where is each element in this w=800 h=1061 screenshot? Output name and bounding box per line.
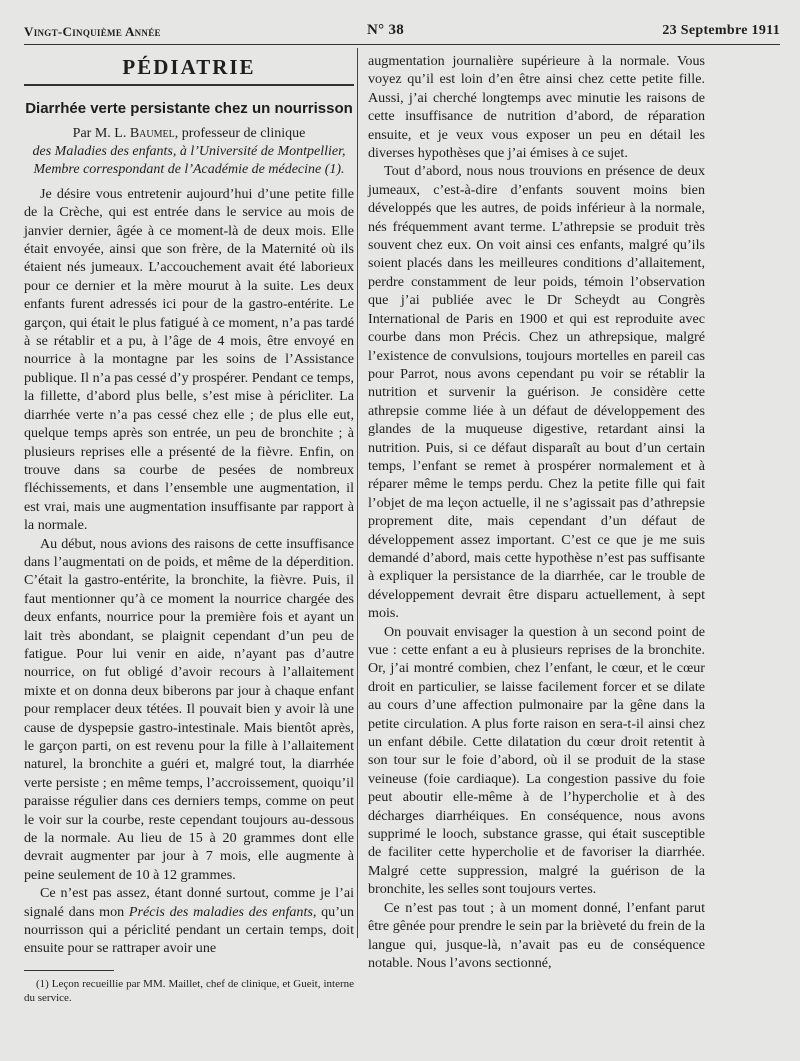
body-paragraph: Ce n’est pas tout ; à un moment donné, l’enfant parut être gênée pour prendre le sein par la brièveté du frein de la langue qui, jusque-là, n’avait pas eu de conséquence notable. Nous l’avons sectionné, (368, 899, 705, 971)
byline-suffix: , professeur de clinique (174, 125, 306, 141)
affiliation-line-1: des Maladies des enfants, à l’Université de Montpellier, (32, 143, 346, 159)
footnote-rule (24, 970, 114, 971)
author-name: Baumel (129, 125, 175, 141)
byline-prefix: Par M. L. (72, 125, 127, 141)
paragraph-start: Ce n’est pas assez, étant donné surtout, comme je l’ai signalé dans mon (24, 885, 354, 920)
article-title: Diarrhée verte persistante chez un nourrisson (25, 100, 353, 118)
body-paragraph: Je désire vous entretenir aujourd’hui d’une petite fille de la Crèche, qui est entrée dans le service au mois de janvier dernier, âgée à ce moment-là de deux mois. Elle était envoyée, ainsi que son frère, de la Maternité où ils étaient nés jumeaux. L’accouchement avait été laborieux pour ce dernier et la mère mourut à la suite. Les deux enfants furent adressés ici pour de la gastro-entérite. Le garçon, qui était le plus fatigué à ce moment, n’a pas tardé à se rétablir et a pu, à l’âge de 4 mois, être envoyé en nourrice à la montagne par les soins de l’Assistance publique. Il n’a pas cessé d’y prospérer. Pendant ce temps, la fillette, d’abord plus belle, s’est mise à péricliter. La diarrhée verte n’a pas cessé chez elle ; de plus elle eut, quelque temps après son entrée, un peu de bronchite ; à plusieurs reprises elle a présenté de la fièvre. Enfin, on trouve dans sa courbe de pesées de nombreux fléchissements, et dans l’ensemble une augmentation, il est vrai, mais une augmentation insuffisante par rapport à la normale. (24, 185, 354, 534)
body-paragraph-continued: augmentation journalière supérieure à la normale. Vous voyez qu’il est loin d’en être ainsi chez cette petite fille. Aussi, j’ai cherché longtemps avec minutie les raisons de cette insuffisance de nutrition d’abord, de réparation ensuite, et je veux vous exposer un peu en détail les diverses hypothèses que j’ai émises à ce sujet. (368, 53, 705, 162)
footnote: (1) Leçon recueillie par MM. Maillet, chef de clinique, et Gueit, interne du service. (24, 977, 354, 1004)
body-paragraph (24, 884, 354, 958)
paragraph-end: , qu’un nourrisson qui a périclité pendant un certain temps, doit ensuite pour se rattraper avoir une (24, 903, 354, 957)
running-head (24, 22, 780, 45)
body-paragraph: On pouvait envisager la question à un second point de vue : cette enfant a eu à plusieurs reprises de la bronchite. Or, j’ai montré combien, chez l’enfant, le cœur, et le cœur droit en particulier, se laisse facilement forcer et se dilate au cours d’une affection pulmonaire par la gêne dans la petite circulation. A plus forte raison en sera-t-il ainsi chez un enfant débile. Cette dilatation du cœur droit retentit à son tour sur le foie d’abord, où il se produit de la stase veineuse (foie cardiaque). La congestion passive du foie peut aboutir elle-même à de l’hypercholie et à des décharges diarrhéiques. En conséquence, nous avons supprimé le looch, substance grasse, qui était susceptible de faciliter cette hypercholie et de favoriser la diarrhée. Malgré cette suppression, malgré la guérison de la bronchite, les selles sont toujours vertes. (368, 623, 705, 898)
body-paragraph: Tout d’abord, nous nous trouvions en présence de deux jumeaux, c’est-à-dire d’enfants souvent moins bien développés que les autres, de poids inférieur à la normale, nés fréquemment avant terme. L’athrepsie se produit très souvent chez eux. On voit ainsi ces enfants, malgré qu’ils soient placés dans les meilleures conditions d’allaitement, perdre constamment de leur poids, témoin l’observation que j’ai publiée avec le Dr Scheydt au Congrès International de Paris en 1900 et qui est reproduite avec courbe dans mon Précis. Chez un athrepsique, malgré l’existence de convulsions, toujours mortelles en pareil cas pour Parrot, nous avons cependant pu voir se rétablir la nutrition et survenir la guérison. Je considère cette athrepsie comme liée à un défaut de développement des glandes de la muqueuse digestive, retardant ainsi la nutrition. Puis, si ce défaut disparaît au bout d’un certain temps, l’enfant se remet à prospérer normalement et à réparer même le temps perdu. Chez la petite fille qui fait l’objet de ma leçon actuelle, il ne s’agissait pas d’athrepsie proprement dite, mais cependant d’un défaut de développement assez important. C’est ce que je me suis demandé d’abord, mais cette hypothèse n’est pas suffisante à expliquer la persistance de la diarrhée, car le trouble de développement devrait être disparu actuellement, à sept mois. (368, 163, 705, 622)
section-title: PÉDIATRIE (24, 58, 354, 86)
byline (24, 125, 354, 179)
issue-number: N° 38 (367, 22, 405, 38)
left-column (24, 55, 354, 1005)
column-divider (357, 48, 358, 938)
affiliation-line-2: Membre correspondant de l’Académie de médecine (1). (33, 161, 345, 177)
volume-label: Vingt-Cinquième Année (24, 24, 161, 39)
right-column (368, 52, 705, 972)
issue-date: 23 Septembre 1911 (662, 23, 780, 38)
body-paragraph: Au début, nous avions des raisons de cette insuffisance dans l’augmentati on de poids, et même de la déperdition. C’était la gastro-entérite, la bronchite, la fièvre. Puis, il faut mentionner qu’à ce moment la nourrice chargée des deux enfants, nourrice pour la première fois et ayant un lait très abondant, se plaignit cependant d’un peu de fatigue. Pour lui venir en aide, n’ayant pas d’autre nourrice, on fut obligé d’avoir recours à l’allaitement mixte et on donna deux biberons par jour à chaque enfant pour remplacer deux tétées. Il pouvait bien y avoir là une cause de dyspepsie gastro-intestinale. Mais bientôt après, le garçon parti, on est revenu pour la fille à l’allaitement naturel, la bronchite a guéri et, malgré tout, la diarrhée verte persiste ; en même temps, l’accroissement, quoiqu’il paraisse régulier dans ces derniers temps, comme on peut le voir sur la courbe, reste cependant toujours au-dessous de la normale. Au lieu de 15 à 20 grammes dont elle devrait augmenter par jour à 7 mois, elle augmente à peine seulement de 10 à 12 grammes. (24, 535, 354, 883)
book-title: Précis des maladies des enfants (128, 903, 313, 920)
